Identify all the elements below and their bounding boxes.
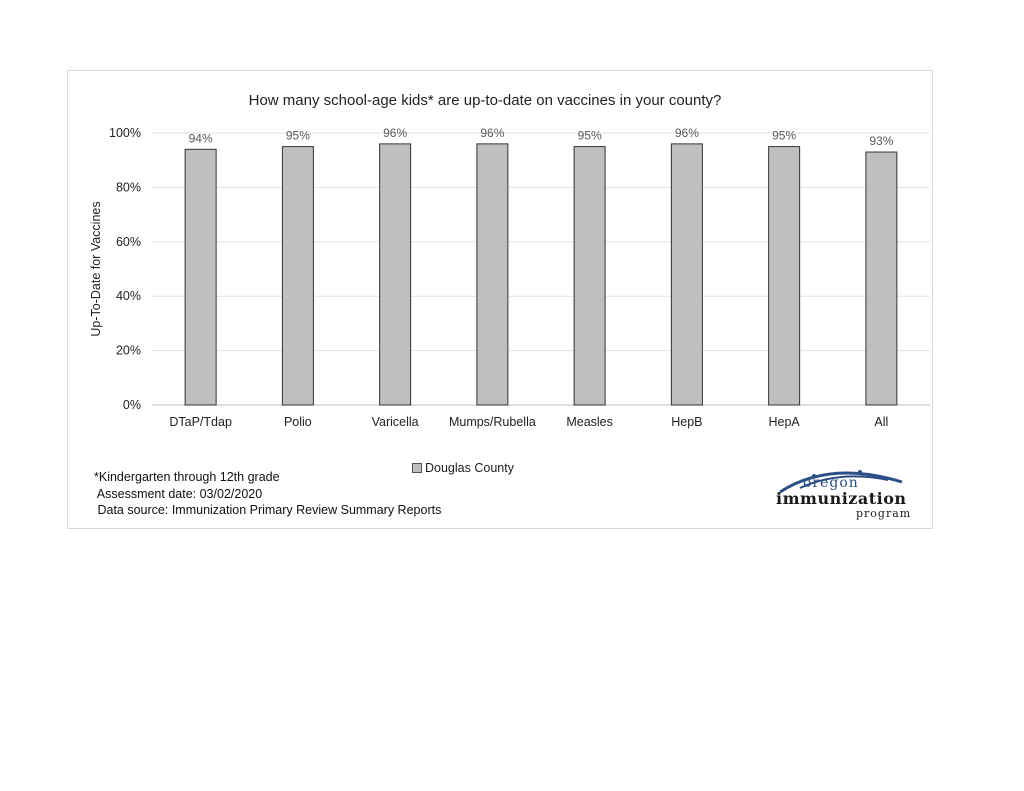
y-tick-label: 60%: [115, 234, 141, 249]
x-tick-label: HepA: [768, 415, 800, 429]
y-tick-label: 0%: [122, 398, 141, 412]
logo-word-oregon: oregon: [803, 475, 859, 491]
x-tick-label: Polio: [283, 415, 312, 429]
x-tick-label: Mumps/Rubella: [448, 415, 536, 429]
x-tick-label: HepB: [671, 415, 703, 429]
chart-title: How many school-age kids* are up-to-date on vaccines in your county?: [248, 92, 722, 109]
y-tick-label: 40%: [115, 289, 141, 304]
bar: [282, 147, 313, 405]
logo-word-immunization: immunization: [776, 489, 907, 508]
data-label: 96%: [383, 125, 408, 140]
bar: [185, 149, 216, 405]
data-label: 94%: [188, 131, 213, 146]
footnote: [94, 469, 441, 519]
data-label: 95%: [577, 128, 602, 143]
x-tick-label: DTaP/Tdap: [169, 415, 232, 429]
x-tick-label: All: [874, 415, 889, 429]
y-tick-label: 100%: [109, 126, 141, 140]
y-tick-label: 20%: [115, 343, 141, 358]
footnote-data-source: Data source: Immunization Primary Review Summary Reports: [94, 503, 442, 517]
bar: [769, 147, 800, 405]
x-tick-label: Varicella: [371, 415, 419, 429]
bar: [380, 144, 411, 405]
y-axis-label: Up-To-Date for Vaccines: [89, 201, 103, 337]
footnote-grade-range: *Kindergarten through 12th grade: [94, 470, 280, 484]
data-label: 95%: [772, 128, 797, 143]
x-tick-label: Measles: [566, 415, 613, 429]
data-label: 93%: [869, 134, 894, 149]
bar: [671, 144, 702, 405]
data-label: 96%: [480, 125, 505, 140]
bar: [866, 152, 897, 405]
oregon-immunization-program-logo: [770, 466, 920, 522]
footnote-assessment-date: Assessment date: 03/02/2020: [94, 486, 263, 501]
legend-label: Douglas County: [425, 461, 514, 475]
y-tick-label: 80%: [115, 180, 141, 195]
data-label: 96%: [674, 125, 699, 140]
bar: [477, 144, 508, 405]
logo-word-program: program: [856, 507, 912, 520]
data-label: 95%: [285, 128, 310, 143]
bar: [574, 147, 605, 405]
